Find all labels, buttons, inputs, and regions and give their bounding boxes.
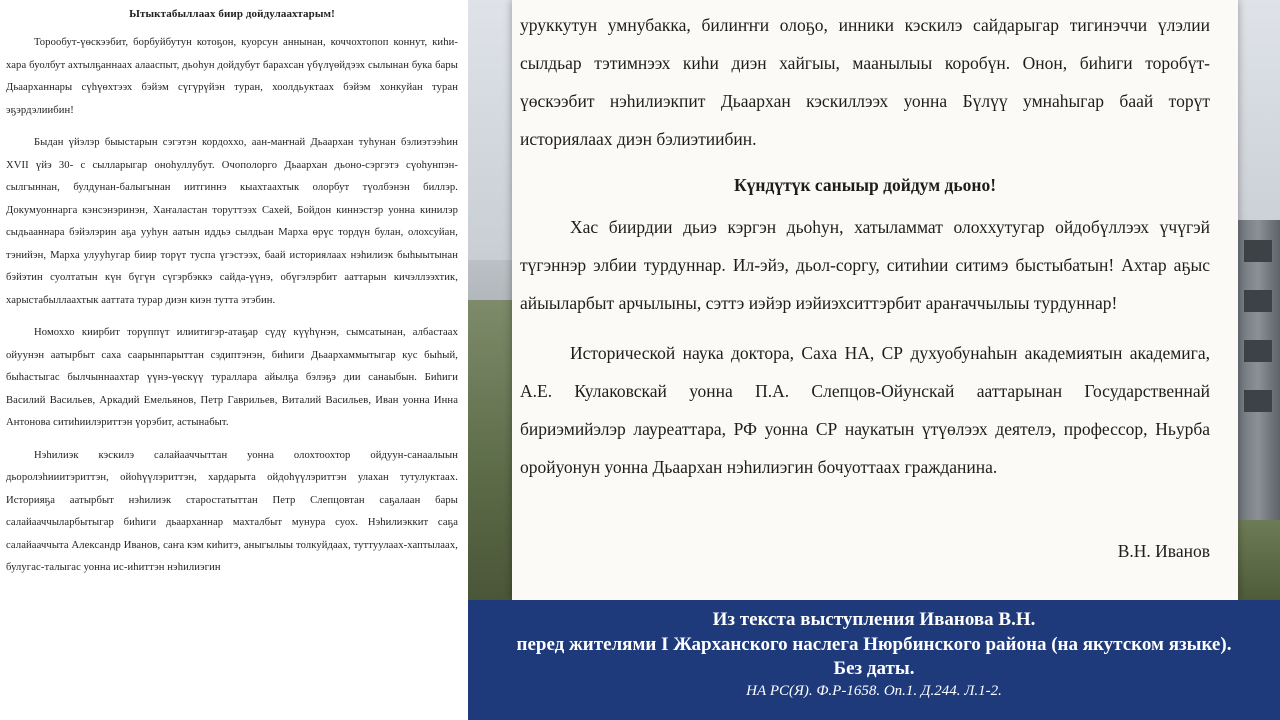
- caption-source: НА РС(Я). Ф.Р-1658. Оп.1. Д.244. Л.1-2.: [746, 682, 1002, 699]
- left-page-paragraph: Быдан үйэлэр быыстарын сэгэтэн кордоххо, аан-маҥнай Дьаархан туһунан бэлиэтээһин XVII үйэ 30- с сылларыгар оноһуллубут. Очополорго Дьаархан дьоно-сэргэтэ сүоһунпэн-сылгыннан, булдунан-балыгынан иитгиннэ кыахтаахтык олорбут түолбэнэн биллэр. Докумуоннарга кэнсэнэринэн, Хаҥаластан торуттээх Сахей, Бойдон киннэстэр уонна кинилэр сыдьааннара бэйэлэрин аҕа ууһун аатын иддьэ сылдьан Марха өрүс тордүн булан, олохсуйан, тэнийэн, Марха улууһугар биир торүт туспа үгэстээх, баай историялаах нэһилиэк быһыытынан бэйэтин суолтатын күн бүгүн сүгэрбэккэ сайда-үүнэ, обүгэлэрбит ааттарын кичэллээхтик, харыстабыллаахтык ааттата турар диэн киэн тутта этэбин.: [6, 137, 458, 306]
- caption-title: [509, 608, 1239, 682]
- building-window: [1244, 290, 1272, 312]
- right-page-paragraph-2: Исторической наука доктора, Саха НА, СР духуобунаһын академиятын академига, А.Е. Кулаковскай уонна П.А. Слепцов-Ойунскай ааттарынан Государственнай бириэмийэлэр лауреаттара, РФ уонна СР наукатын үтүөлээх деятелэ, профессор, Ньурба оройуонун уонна Дьаархан нэһилиэгин бочуоттаах гражданина.: [520, 343, 1210, 477]
- building-window: [1244, 240, 1272, 262]
- right-page-top-text: уруккутун умнубакка, билиҥҥи олоҕо, инники кэскилэ сайдарыгар тигинэччи үлэлии сылдьар тэтимнээх киһи диэн хайгыы, маанылыы коробүн. Онон, биһиги торобүт-үөскээбит нэһилиэкпит Дьаархан кэскиллээх уонна Бүлүү умнаһыгар баай торүт историялаах диэн бэлиэтиибин.: [520, 15, 1210, 149]
- caption-title-line-1: Из текста выступления Иванова В.Н.: [712, 609, 1036, 630]
- building-window: [1244, 390, 1272, 412]
- paragraph-gap: [520, 322, 1210, 334]
- caption-title-line-2: перед жителями I Жарханского наслега Нюрбинского района (на якутском языке). Без даты.: [516, 633, 1232, 679]
- signature: В.Н. Иванов: [1117, 541, 1210, 561]
- trees-right: [1236, 520, 1280, 600]
- left-page-title: Ытыктабыллаах биир дойдулаахтарым!: [129, 8, 335, 20]
- left-page-paragraph: Нэһилиэк кэскилэ салайааччыттан уонна олохтоохтор ойдуун-санаалыын дьоролэһииитэриттэн, ойоһүүлэриттэн, хардарыта ойдоһүүлэриттэн улахан тутулуктаах. Историяҕа аатырбыт нэһилиэк старостатыттан Петр Слепцовтан саҕалаан бары салайааччыларбытыгар биһиги дьаарханнар махталбыт мунура суох. Нэһилиэккит саҕа салайааччыта Александр Иванов, саҥа кэм киһитэ, аныгылыы толкуйдаах, туттуулаах-хаптылаах, булугас-талыгас уонна ис-иһиттэн нэһилиэгин: [6, 449, 458, 573]
- left-page-paragraph: Торообут-үөскээбит, борбуйбутун котоҕон, куорсун аннынан, коччохтопоп коннут, киһи-хара буолбут ахтылҕаннаах алааспыт, дьоһун дойдубут барахсан үбүлүөйдээх сылынан бука бары Дьаарханнары сүһүөхтээх бэйэм сүгүрүйэн туран, хоолдьуктаах бэйэм хонкуйан туран эҕэрдэлиибин!: [6, 37, 458, 116]
- right-document-page: [512, 0, 1238, 600]
- caption-panel: [468, 600, 1280, 720]
- right-page-heading: Күндүтүк саныыр дойдум дьоно!: [733, 175, 997, 195]
- trees-left: [468, 300, 512, 600]
- right-page-paragraph-1: Хас биирдии дьиэ кэргэн дьоһун, хатыламмат олоххутугар ойдобүллээх үчүгэй түгэннэр элбии турдуннар. Ил-эйэ, дьол-соргу, ситиһии ситимэ быстыбатын! Ахтар аҕыс айыыларбыт арчылыны, сэттэ иэйэр иэйиэхситтэрбит араҥаччылыы турдуннар!: [520, 217, 1210, 313]
- left-document-page: [0, 0, 468, 720]
- building-window: [1244, 340, 1272, 362]
- left-page-paragraph: Номоххо киирбит торүппүт илиитигэр-атаҕар сүдү күүһүнэн, сымсатынан, албастаах ойуунэн аатырбыт саха саарынпарыттан сэдиптэнэн, биһиги Дьаархаммытыгар кус быһый, быһастыгас былчыннаахтар үүнэ-үөскүү туралларa айылҕа бэлэҕэ дии санаыбын. Биһиги Василий Васильев, Аркадий Емельянов, Петр Гаврильев, Виталий Васильев, Иван уонна Инна Антонова ситиһиилэриттэн үорэбит, астынабыт.: [6, 327, 458, 428]
